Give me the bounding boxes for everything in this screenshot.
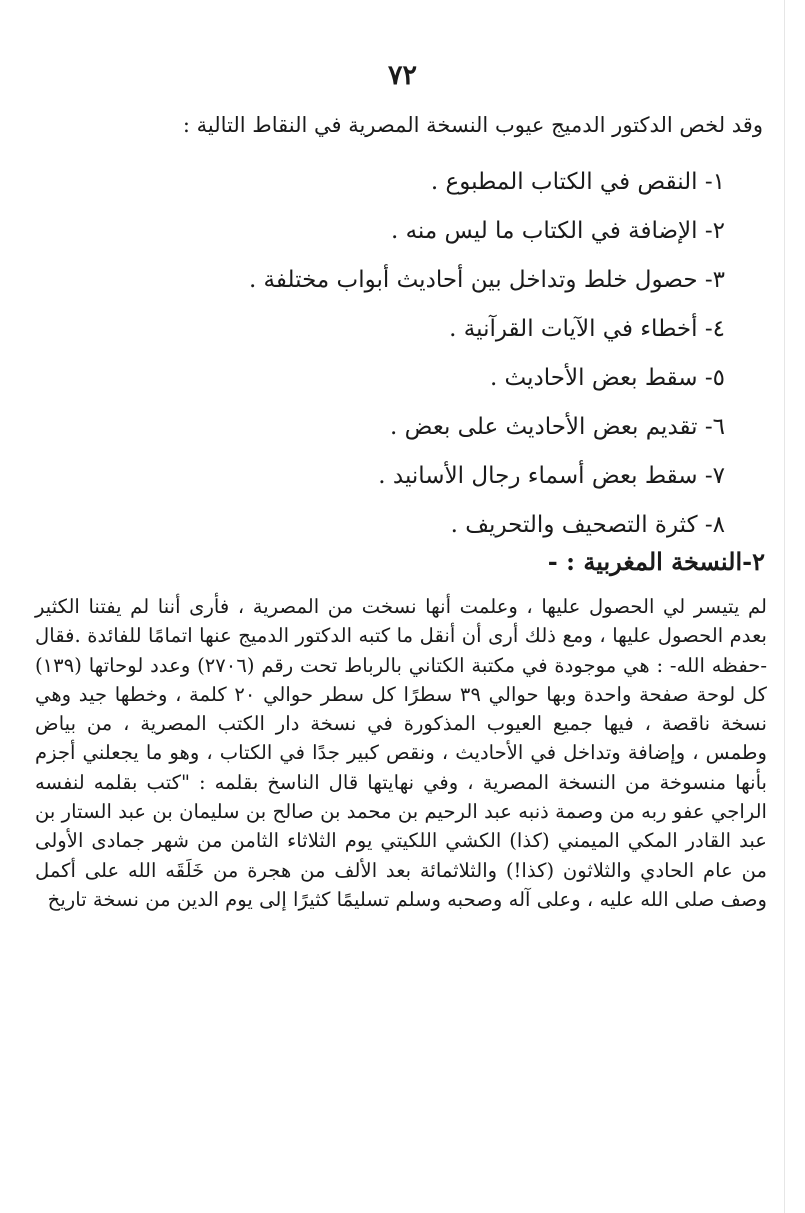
intro-paragraph: وقد لخص الدكتور الدميج عيوب النسخة المصرية في النقاط التالية :: [182, 113, 763, 137]
list-item: ٦- تقديم بعض الأحاديث على بعض .: [390, 414, 725, 440]
list-item: ٤- أخطاء في الآيات القرآنية .: [449, 316, 725, 342]
list-item: ٥- سقط بعض الأحاديث .: [489, 365, 725, 391]
body-paragraph: لم يتيسر لي الحصول عليها ، وعلمت أنها نسخت من المصرية ، فأرى أننا لم يفتنا الكثير بعدم الحصول عليها ، ومع ذلك أرى أن أنقل ما كتبه الدكتور الدميج عنها اتمامًا للفائدة .فقال -حفظه الله- : هي موجودة في مكتبة الكتاني بالرباط تحت رقم (٢٧٠٦) وعدد لوحاتها (١٣٩) كل لوحة صفحة واحدة وبها حوالي ٣٩ سطرًا كل سطر حوالي ٢٠ كلمة ، وخطها جيد وهي نسخة ناقصة ، فيها جميع العيوب المذكورة في نسخة دار الكتب المصرية ، من بياض وطمس ، وإضافة وتداخل في الأحاديث ، ونقص كبير جدًا في الكتاب ، وهو ما يجعلني أجزم بأنها منسوخة من النسخة المصرية ، وفي نهايتها قال الناسخ بقلمه : "كتب بقلمه لنفسه الراجي عفو ربه من وصمة ذنبه عبد الرحيم بن محمد بن صالح بن سليمان بن عبد الستار بن عبد القادر المكي الميمني (كذا) الكشي اللكيتي يوم الثلاثاء الثامن من شهر جمادى الأولى من عام الحادي والثلاثون (كذا!) والثلاثمائة بعد الألف من هجرة من خَلَقَه الله على أكمل وصف صلى الله عليه ، وعلى آله وصحبه وسلم تسليمًا كثيرًا إلى يوم الدين من نسخة تاريخ: [35, 595, 767, 911]
list-item: ٧- سقط بعض أسماء رجال الأسانيد .: [378, 463, 725, 489]
list-item: ١- النقص في الكتاب المطبوع .: [430, 169, 725, 195]
page-number: ٧٢: [387, 60, 417, 91]
list-item: ٢- الإضافة في الكتاب ما ليس منه .: [390, 218, 725, 244]
list-item: ٨- كثرة التصحيف والتحريف .: [450, 512, 725, 538]
section-heading: ٢-النسخة المغربية : -: [547, 547, 765, 576]
defects-list: [65, 162, 725, 554]
list-item: ٣- حصول خلط وتداخل بين أحاديث أبواب مختلفة .: [248, 267, 725, 293]
scan-edge-line: [784, 0, 785, 1213]
